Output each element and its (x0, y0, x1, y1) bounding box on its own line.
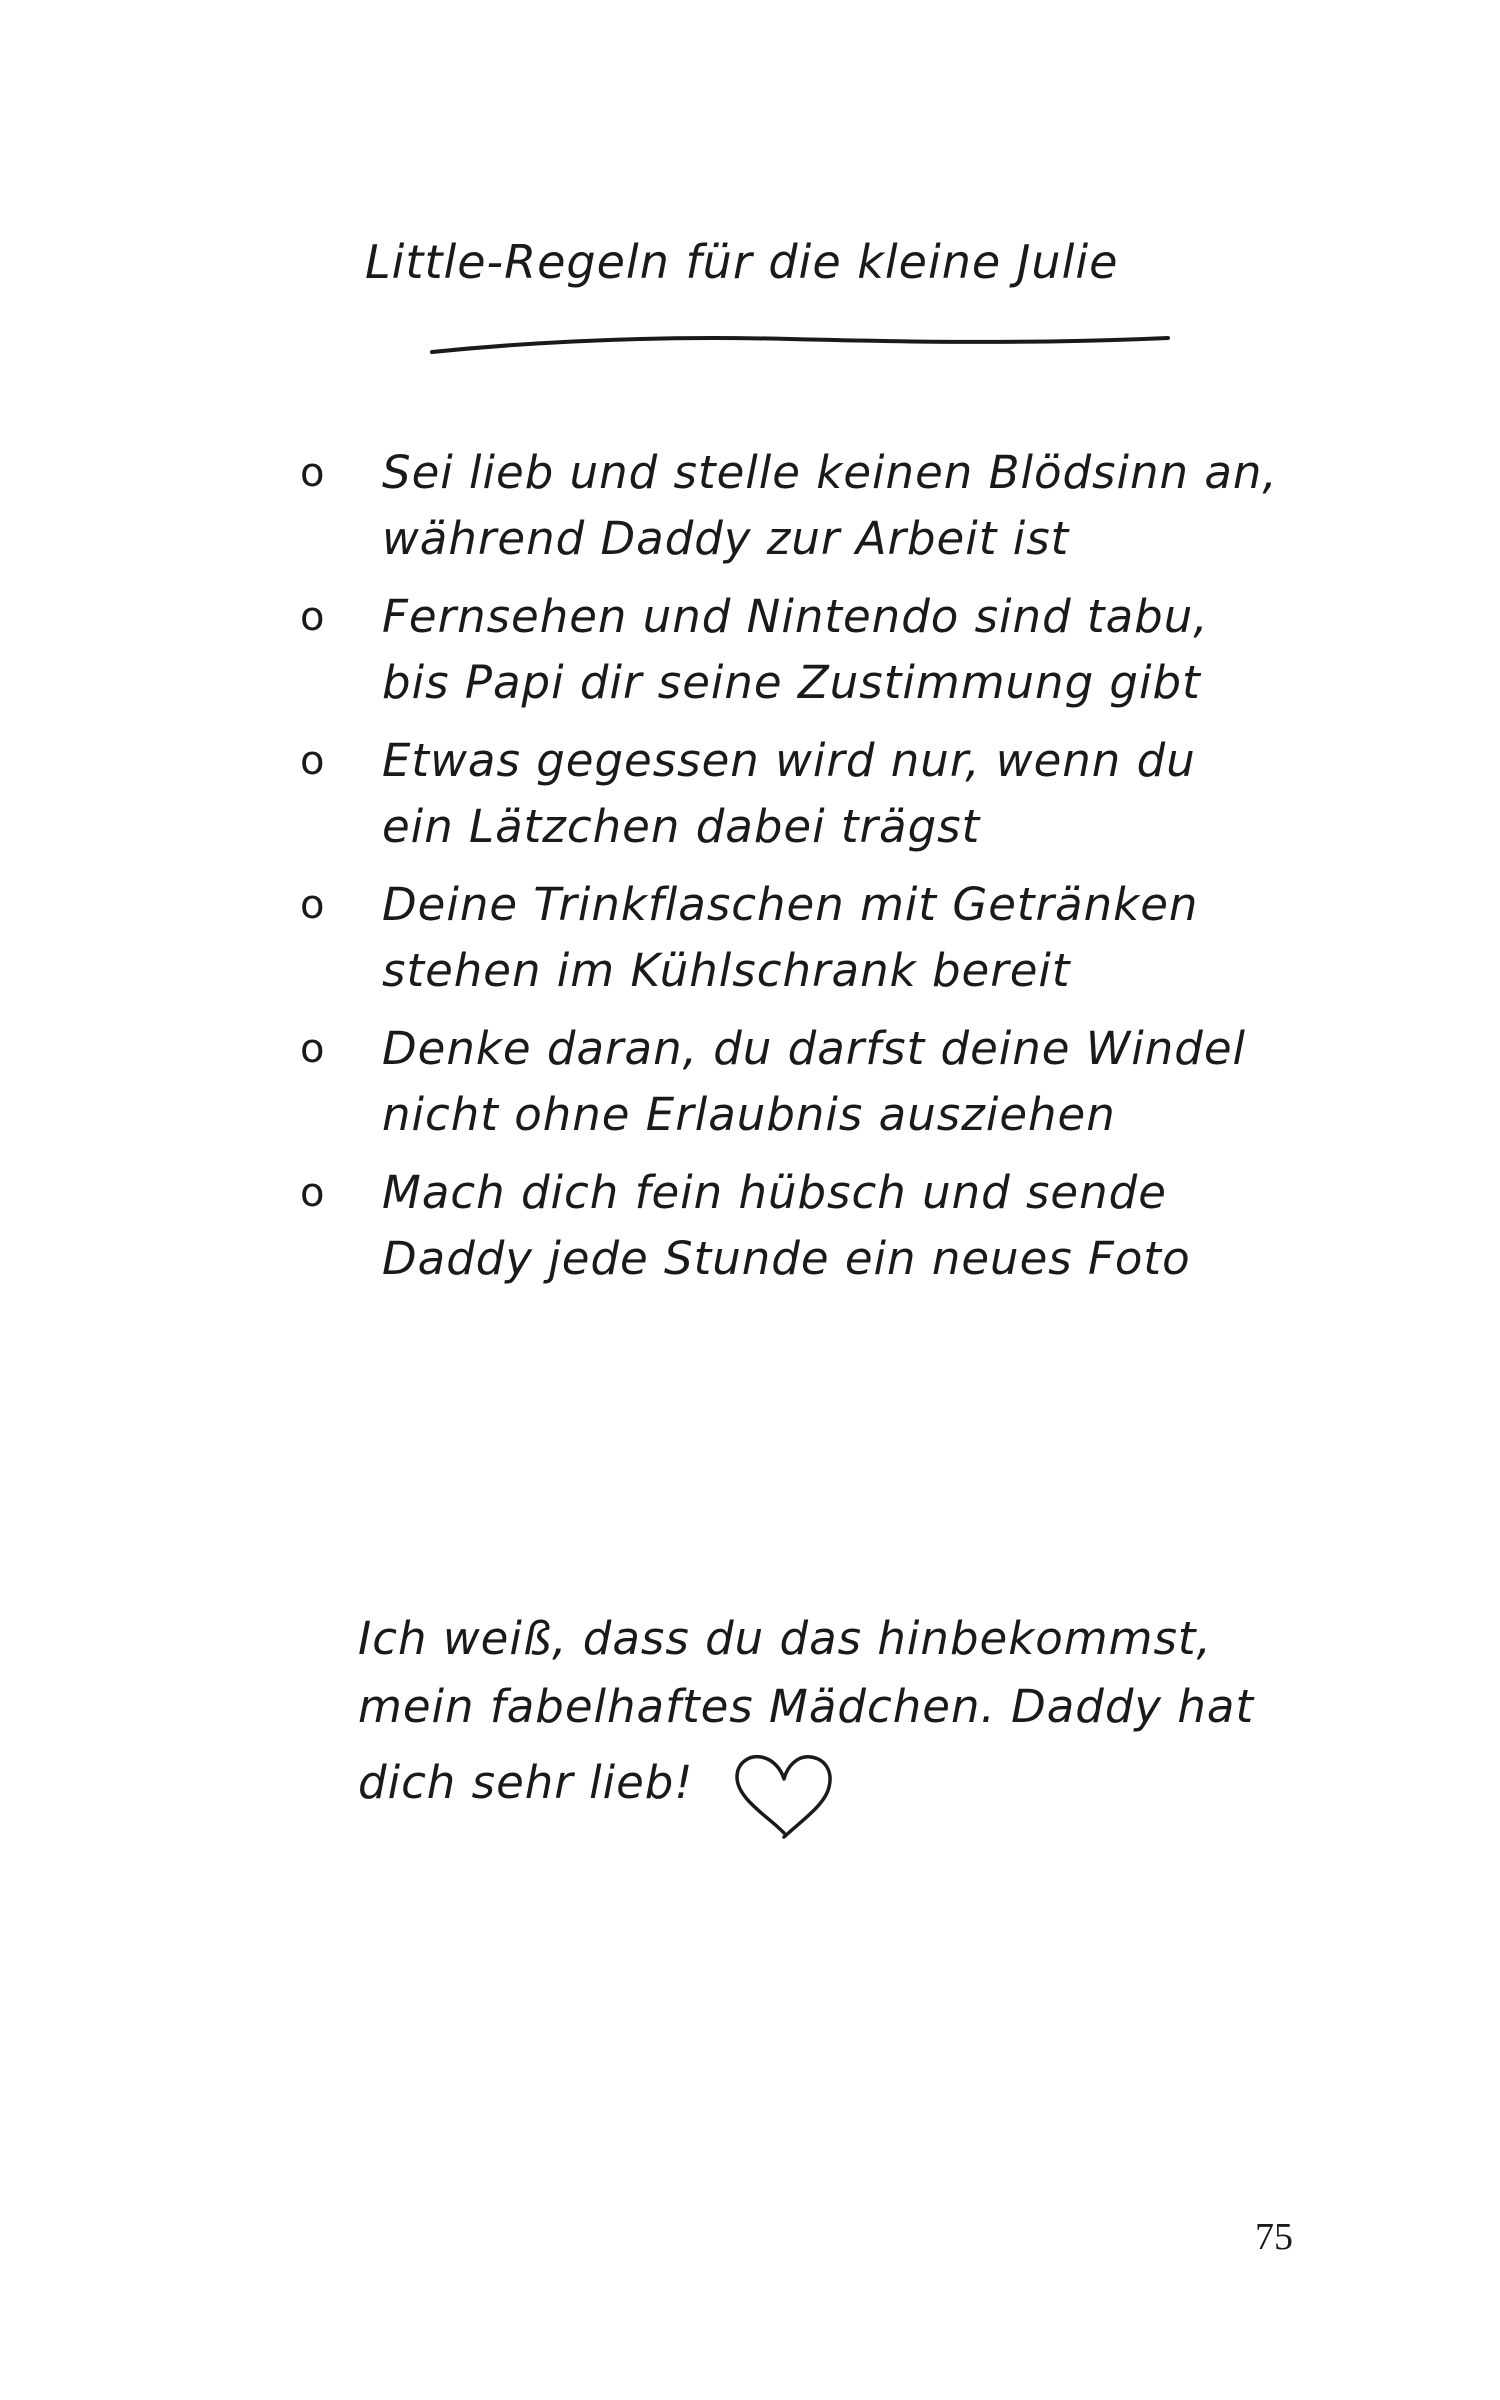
bullet-marker: o (300, 882, 326, 928)
rule-item (300, 728, 1320, 860)
page-title: Little-Regeln für die kleine Julie (365, 235, 1119, 289)
rule-text: Etwas gegessen wird nur, wenn du ein Lätzchen dabei trägst (382, 734, 1196, 853)
rule-text: Denke daran, du darfst deine Windel nicht ohne Erlaubnis ausziehen (382, 1022, 1247, 1141)
bullet-marker: o (300, 1026, 326, 1072)
bullet-marker: o (300, 594, 326, 640)
rule-text: Fernsehen und Nintendo sind tabu, bis Papi dir seine Zustimmung gibt (382, 590, 1209, 709)
rule-item (300, 1016, 1320, 1148)
closing-text: Ich weiß, dass du das hinbekommst, mein fabelhaftes Mädchen. Daddy hat dich sehr lieb! (358, 1612, 1255, 1809)
bullet-marker: o (300, 450, 326, 496)
rule-text: Deine Trinkflaschen mit Getränken stehen im Kühlschrank bereit (382, 878, 1199, 997)
rule-item (300, 1160, 1320, 1292)
rule-item (300, 872, 1320, 1004)
heart-icon (729, 1751, 839, 1841)
bullet-marker: o (300, 738, 326, 784)
page-number: 75 (1255, 2216, 1293, 2258)
title-underline (430, 330, 1170, 360)
rule-text: Sei lieb und stelle keinen Blödsinn an, während Daddy zur Arbeit ist (382, 446, 1278, 565)
closing-note (358, 1605, 1258, 1831)
rules-list (300, 440, 1320, 1304)
bullet-marker: o (300, 1170, 326, 1216)
rule-text: Mach dich fein hübsch und sende Daddy jede Stunde ein neues Foto (382, 1166, 1191, 1285)
rule-item (300, 584, 1320, 716)
rule-item (300, 440, 1320, 572)
